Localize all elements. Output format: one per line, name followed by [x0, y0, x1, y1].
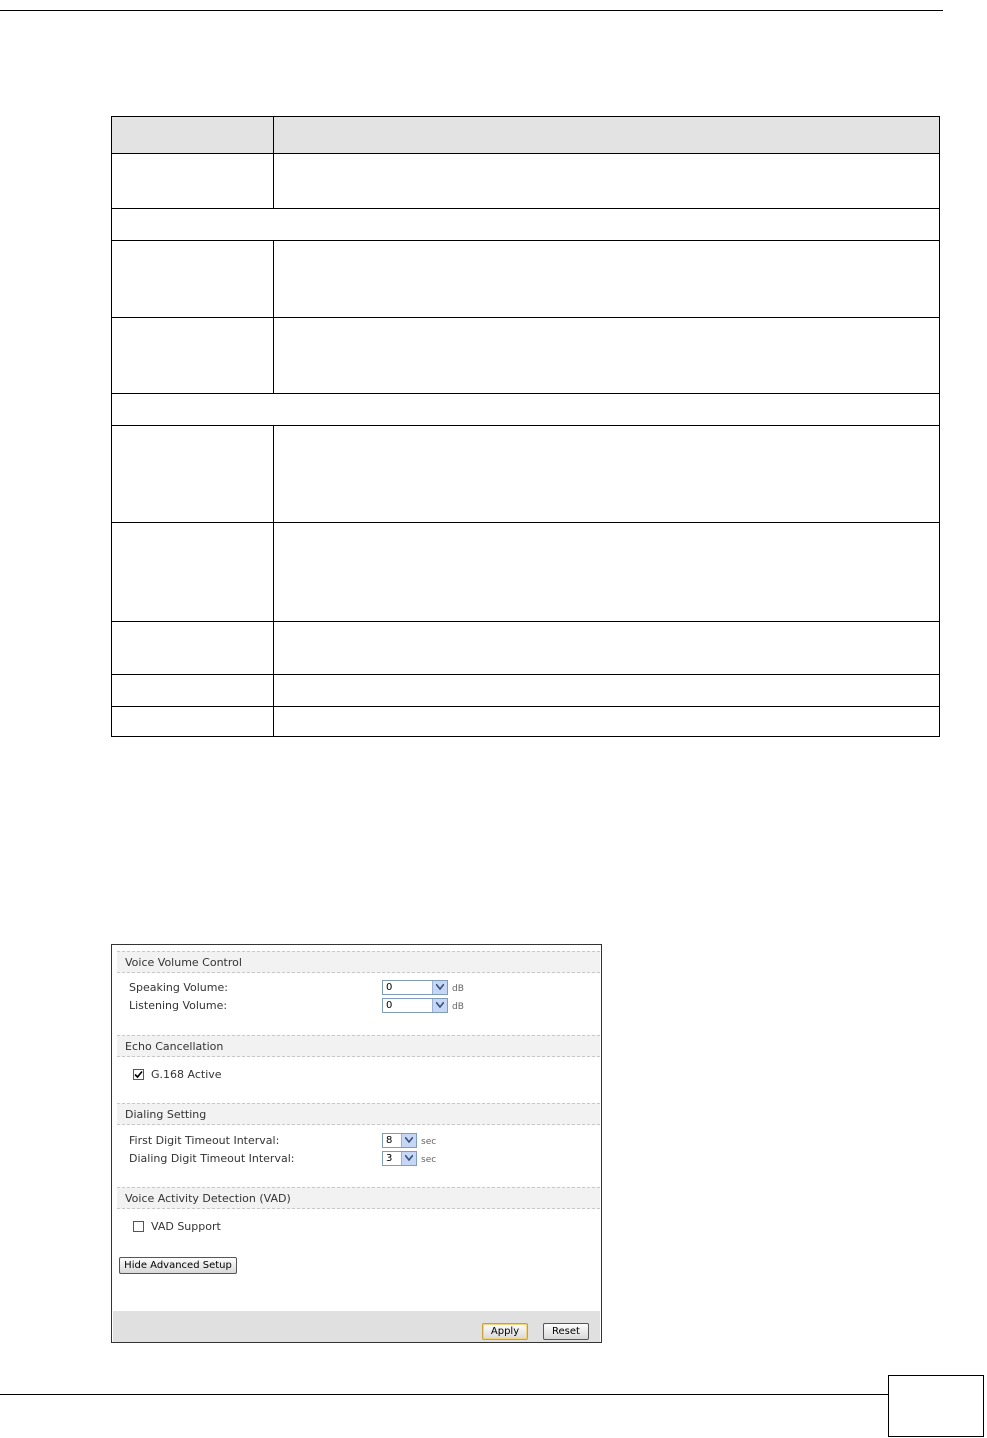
section-echo-cancellation: [117, 1035, 600, 1057]
speaking-volume-label: Speaking Volume:: [129, 981, 228, 994]
listening-volume-select[interactable]: [382, 998, 448, 1013]
section-voice-volume: [117, 951, 600, 973]
first-digit-timeout-label: First Digit Timeout Interval:: [129, 1134, 280, 1147]
table-section-row: [112, 393, 939, 425]
page-number-box: [888, 1375, 984, 1437]
table-row: [112, 621, 939, 674]
section-title: Voice Activity Detection (VAD): [125, 1192, 291, 1205]
table-row: [112, 706, 939, 736]
section-title: Voice Volume Control: [125, 956, 242, 969]
table-row: [112, 153, 939, 208]
first-digit-timeout-select[interactable]: [382, 1133, 417, 1148]
advanced-setup-panel: [111, 944, 602, 1343]
section-vad: [117, 1187, 600, 1209]
chevron-down-icon[interactable]: [432, 981, 447, 994]
section-title: Dialing Setting: [125, 1108, 207, 1121]
vad-support-label: VAD Support: [151, 1220, 221, 1233]
listening-volume-label: Listening Volume:: [129, 999, 228, 1012]
reference-table: [111, 116, 940, 737]
header-rule: [0, 10, 943, 11]
unit-sec: sec: [421, 1137, 437, 1147]
g168-label: G.168 Active: [151, 1068, 222, 1081]
table-row: [112, 425, 939, 522]
select-value: 0: [386, 1000, 393, 1011]
table-row: [112, 674, 939, 706]
dialing-digit-timeout-select[interactable]: [382, 1151, 417, 1166]
apply-button[interactable]: Apply: [482, 1323, 528, 1340]
chevron-down-icon[interactable]: [401, 1152, 416, 1165]
panel-footer: [113, 1311, 600, 1342]
select-value: 3: [386, 1153, 393, 1164]
chevron-down-icon[interactable]: [401, 1134, 416, 1147]
reset-button[interactable]: Reset: [543, 1323, 589, 1340]
table-row: [112, 522, 939, 621]
table-row: [112, 317, 939, 393]
unit-sec: sec: [421, 1155, 437, 1165]
hide-advanced-setup-button[interactable]: Hide Advanced Setup: [119, 1257, 237, 1274]
chevron-down-icon[interactable]: [432, 999, 447, 1012]
vad-support-checkbox[interactable]: [133, 1221, 144, 1232]
footer-rule: [0, 1394, 888, 1395]
table-section-row: [112, 208, 939, 240]
select-value: 8: [386, 1135, 393, 1146]
section-dialing-setting: [117, 1103, 600, 1125]
g168-checkbox[interactable]: [133, 1069, 144, 1080]
speaking-volume-select[interactable]: [382, 980, 448, 995]
unit-db: dB: [452, 1002, 464, 1012]
unit-db: dB: [452, 984, 464, 994]
select-value: 0: [386, 982, 393, 993]
section-title: Echo Cancellation: [125, 1040, 224, 1053]
table-header-row: [112, 117, 939, 153]
table-row: [112, 240, 939, 317]
dialing-digit-timeout-label: Dialing Digit Timeout Interval:: [129, 1152, 295, 1165]
